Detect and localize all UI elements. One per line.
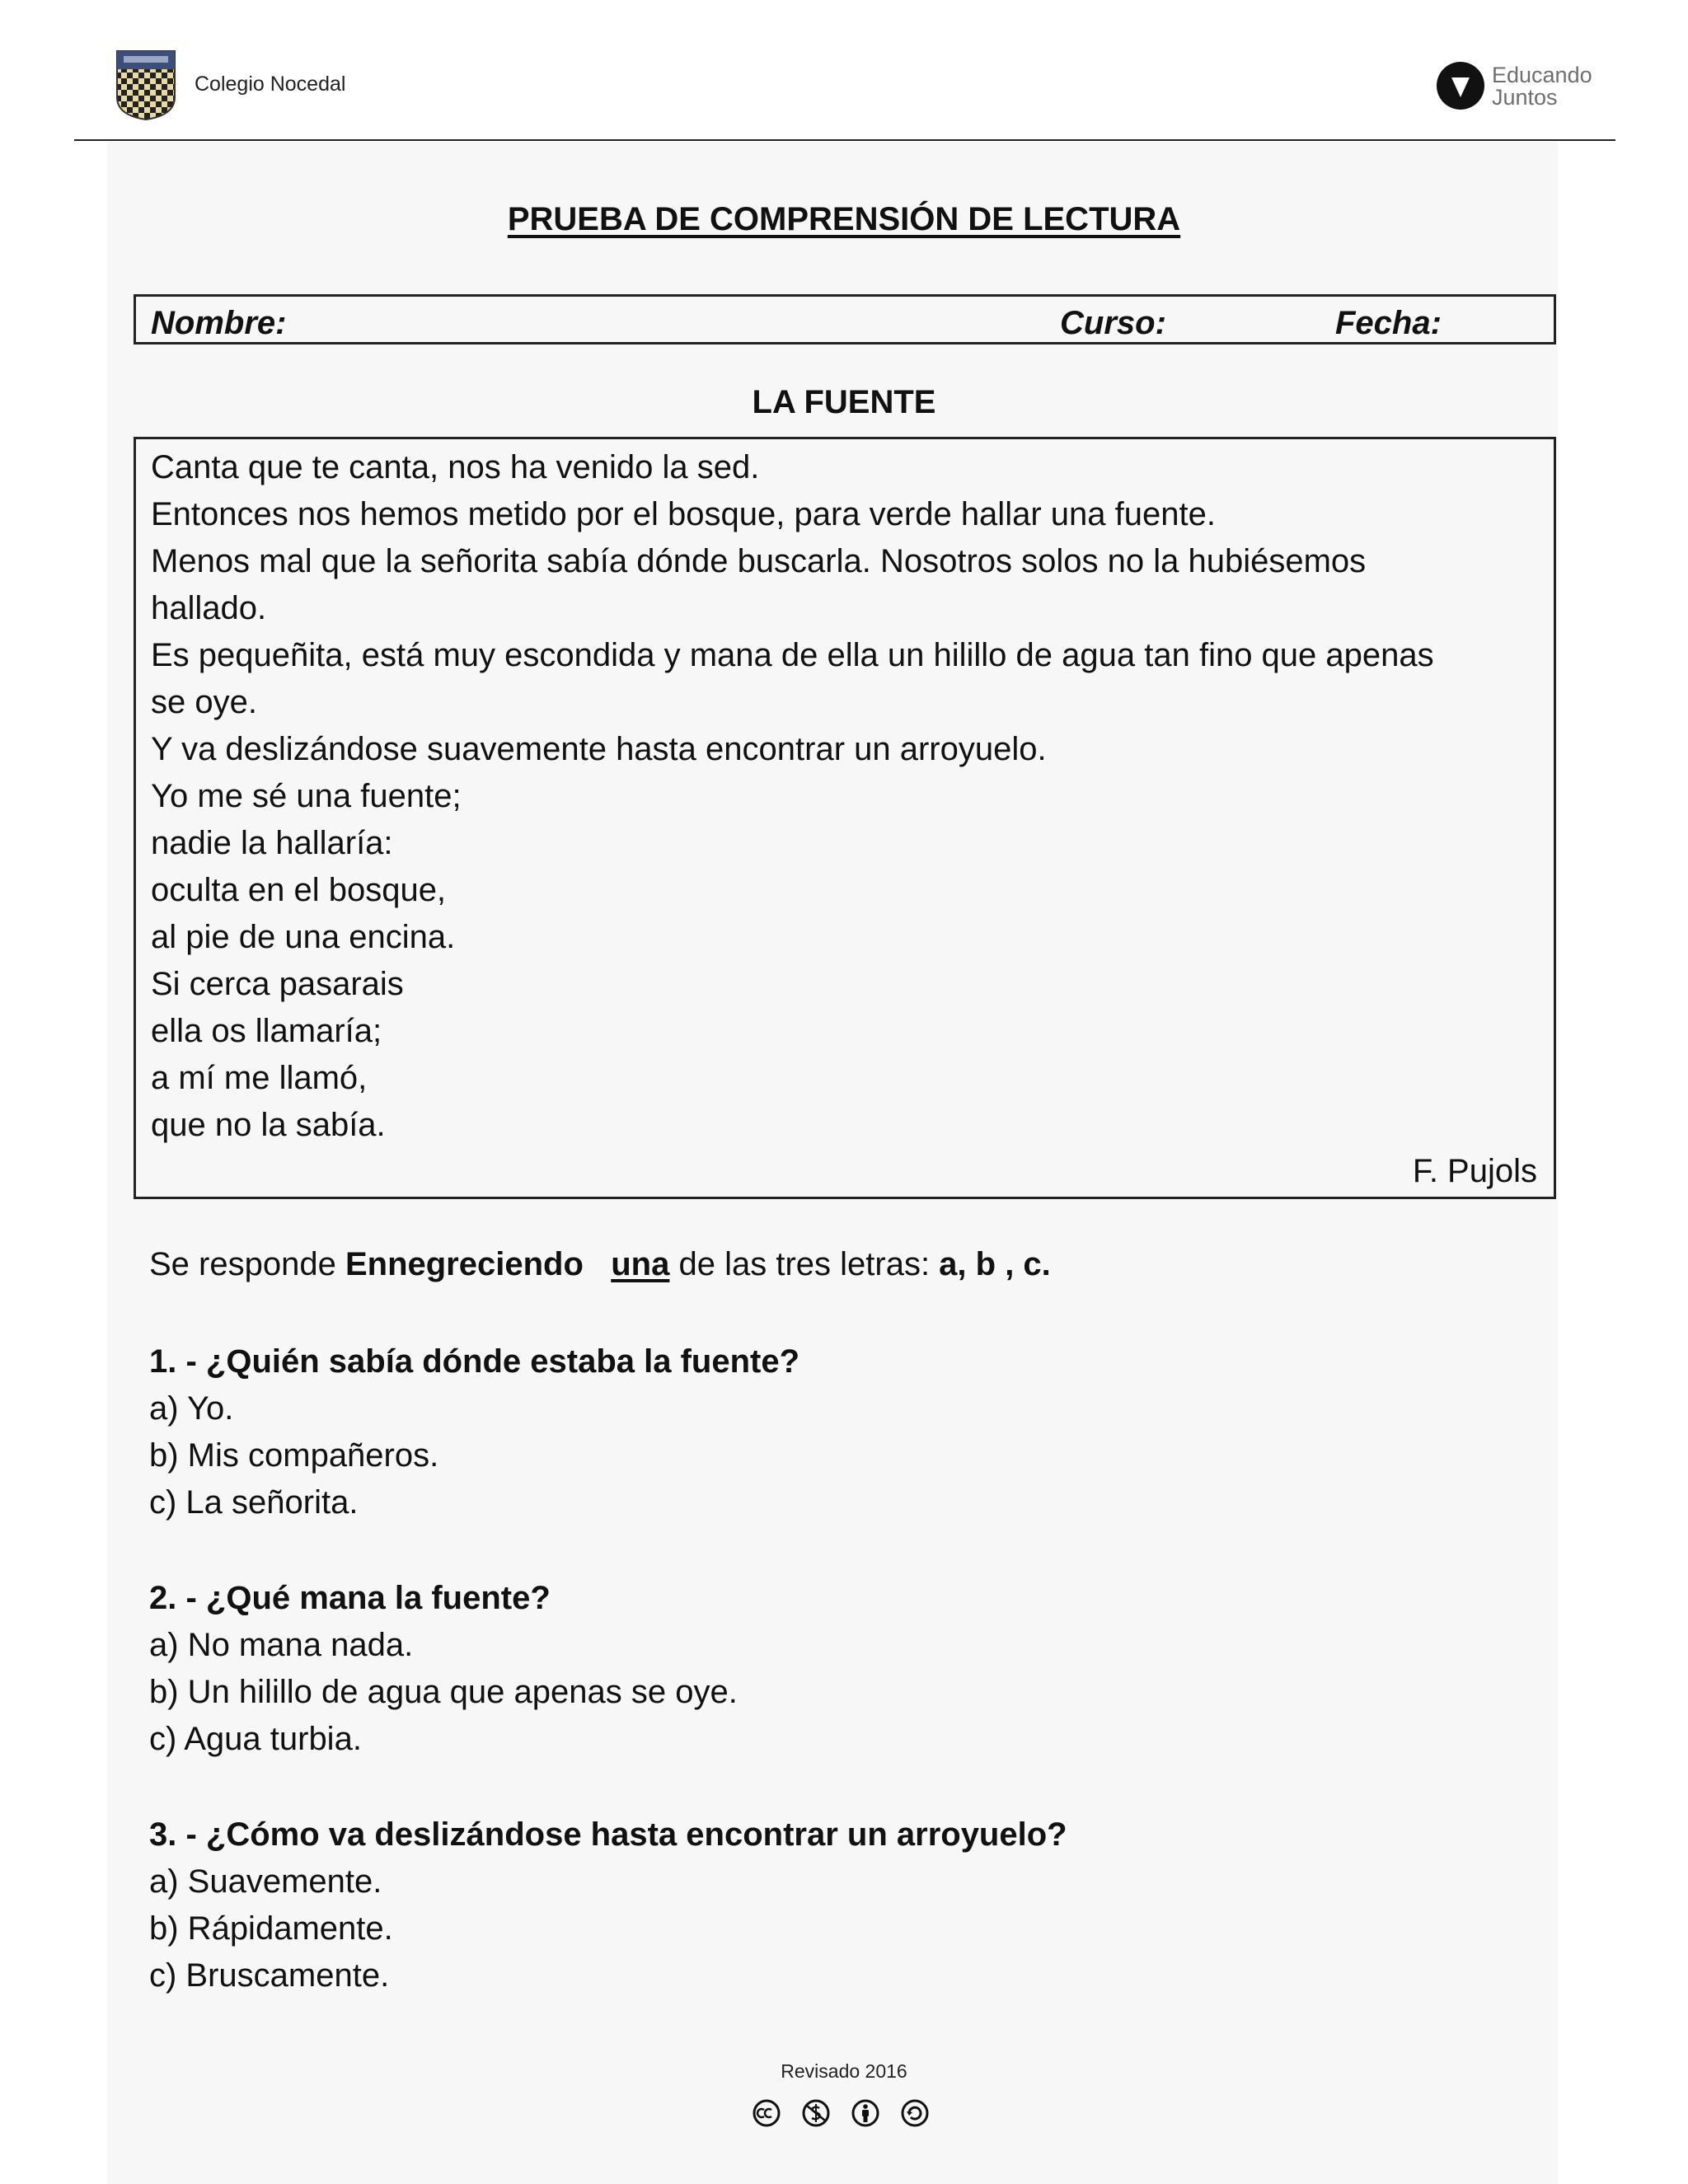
- reading-line: Yo me sé una fuente;: [151, 778, 462, 814]
- instructions-bold-word: Ennegreciendo: [345, 1246, 584, 1282]
- question-2: [149, 1575, 738, 1763]
- answer-option-a[interactable]: a) Suavemente.: [149, 1863, 382, 1900]
- instructions-prefix: Se responde: [149, 1246, 345, 1282]
- answer-option-b[interactable]: b) Un hilillo de agua que apenas se oye.: [149, 1674, 738, 1710]
- brand-line-2: Juntos: [1492, 85, 1558, 110]
- instructions-middle: de las tres letras:: [669, 1246, 940, 1282]
- answer-option-b[interactable]: b) Mis compañeros.: [149, 1437, 439, 1474]
- reading-line: hallado.: [151, 590, 267, 626]
- brand-text: [1492, 64, 1592, 109]
- question-3: [149, 1811, 1067, 1999]
- noncommercial-icon: [801, 2098, 831, 2128]
- school-crest-icon: [115, 49, 176, 120]
- question-text: 1. - ¿Quién sabía dónde estaba la fuente?: [149, 1343, 800, 1380]
- reading-line: Menos mal que la señorita sabía dónde buscarla. Nosotros solos no la hubiésemos: [151, 543, 1367, 579]
- reading-title: LA FUENTE: [752, 384, 936, 420]
- answer-option-c[interactable]: c) Bruscamente.: [149, 1957, 390, 1994]
- reading-line: oculta en el bosque,: [151, 872, 447, 908]
- answer-option-b[interactable]: b) Rápidamente.: [149, 1910, 393, 1947]
- reading-line: a mí me llamó,: [151, 1060, 368, 1096]
- student-info-box: [134, 294, 1556, 344]
- reading-line: Entonces nos hemos metido por el bosque, para verde hallar una fuente.: [151, 496, 1216, 532]
- answer-instructions: [149, 1246, 1051, 1283]
- reading-line: Y va deslizándose suavemente hasta encontrar un arroyuelo.: [151, 731, 1047, 767]
- sharealike-icon: [900, 2098, 930, 2128]
- nombre-label: Nombre:: [151, 305, 287, 341]
- question-1: [149, 1338, 799, 1526]
- question-text: 3. - ¿Cómo va deslizándose hasta encontrar un arroyuelo?: [149, 1816, 1067, 1853]
- page-title: PRUEBA DE COMPRENSIÓN DE LECTURA: [507, 201, 1181, 237]
- license-badges: [752, 2098, 933, 2131]
- reading-line: ella os llamaría;: [151, 1013, 382, 1049]
- revision-note: Revisado 2016: [781, 2060, 907, 2082]
- curso-label: Curso:: [1060, 305, 1166, 341]
- question-text: 2. - ¿Qué mana la fuente?: [149, 1580, 551, 1616]
- answer-option-a[interactable]: a) Yo.: [149, 1390, 234, 1427]
- answer-option-c[interactable]: c) Agua turbia.: [149, 1721, 362, 1757]
- reading-line: Es pequeñita, está muy escondida y mana de ella un hilillo de agua tan fino que apenas: [151, 637, 1434, 673]
- instructions-underlined-word: una: [611, 1246, 670, 1282]
- brand-line-1: Educando: [1492, 63, 1592, 87]
- attribution-icon: [851, 2098, 880, 2128]
- reading-author: F. Pujols: [1412, 1153, 1537, 1189]
- answer-option-c[interactable]: c) La señorita.: [149, 1484, 359, 1521]
- brand-mark-icon: [1436, 61, 1485, 110]
- instructions-letters: a, b , c.: [939, 1246, 1051, 1282]
- header-divider: [74, 139, 1615, 141]
- reading-text: [151, 444, 1536, 1149]
- reading-line: Canta que te canta, nos ha venido la sed.: [151, 449, 760, 485]
- brand-logo: [1436, 59, 1601, 114]
- reading-line: al pie de una encina.: [151, 919, 456, 955]
- answer-option-a[interactable]: a) No mana nada.: [149, 1627, 414, 1663]
- reading-line: se oye.: [151, 684, 257, 720]
- cc-icon: [752, 2098, 781, 2128]
- reading-line: que no la sabía.: [151, 1107, 386, 1143]
- fecha-label: Fecha:: [1335, 305, 1442, 341]
- school-name: Colegio Nocedal: [195, 73, 346, 96]
- reading-line: nadie la hallaría:: [151, 825, 393, 861]
- reading-line: Si cerca pasarais: [151, 966, 404, 1002]
- reading-box: [134, 437, 1556, 1199]
